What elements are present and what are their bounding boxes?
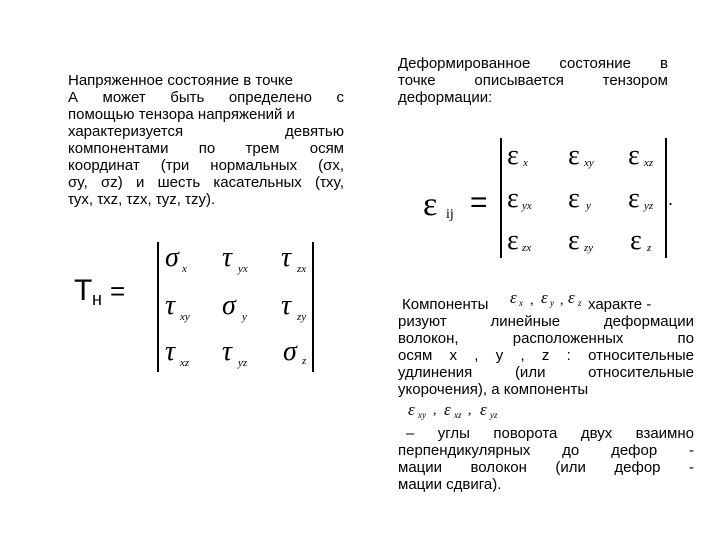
inline-symbol: ε (541, 288, 548, 307)
components-lines-block (398, 313, 694, 398)
matrix-cell: σ (283, 336, 297, 367)
inline-comma: , (433, 403, 437, 418)
strain-tensor-period: . (668, 189, 674, 209)
matrix-cell: τ (165, 336, 176, 367)
matrix-cell: ε (628, 140, 640, 171)
matrix-cell: ε (568, 140, 580, 171)
inline-symbol-sub: xz (454, 410, 462, 420)
matrix-cell: τ (165, 290, 176, 321)
matrix-cell-sub: xy (584, 157, 594, 169)
stress-tensor-symbol: T (74, 274, 93, 307)
inline-symbol: ε (510, 288, 517, 307)
matrix-cell-sub: z (302, 355, 307, 367)
matrix-cell-sub: zx (522, 242, 532, 254)
text-line: Деформированное состояние в (398, 55, 668, 72)
strain-tensor-symbol: ε (423, 186, 438, 223)
text-line: волокон, расположенных по (398, 330, 694, 347)
stress-tensor-equals: = (110, 276, 126, 306)
matrix-cell: τ (281, 290, 292, 321)
text-line: перпендикулярных до дефор - (398, 442, 694, 459)
inline-symbol-sub: xy (418, 410, 426, 420)
text-line: укорочения), а компоненты (398, 381, 589, 398)
matrix-cell: τ (222, 242, 233, 273)
text-line: σy, σz) и шесть касательных (τxy, (68, 174, 344, 191)
strain-matrix-right-bar (665, 138, 667, 258)
text-line: Напряженное состояние в точке (68, 72, 293, 89)
inline-symbol-sub: x (519, 298, 523, 308)
text-line: удлинения (или относительные (398, 364, 694, 381)
inline-symbol-sub: z (578, 298, 582, 308)
matrix-cell: ε (630, 225, 642, 256)
text-line: точке описывается тензором (398, 72, 668, 89)
inline-symbol-sub: y (550, 298, 554, 308)
text-line: А может быть определено с (68, 89, 344, 106)
inline-symbol: ε (480, 400, 487, 419)
matrix-cell-sub: xz (180, 357, 190, 369)
stress-description (68, 72, 344, 208)
matrix-cell: ε (507, 140, 519, 171)
text-line: характеризуется девятью (68, 123, 344, 140)
inline-symbol-sub: yz (490, 410, 498, 420)
matrix-cell: ε (628, 183, 640, 214)
components-lines-block-2 (398, 425, 694, 493)
text-line: – углы поворота двух взаимно (406, 425, 694, 442)
stress-matrix-right-bar (312, 242, 314, 372)
inline-symbol: ε (408, 400, 415, 419)
text-line: мации волокон (или дефор - (398, 459, 694, 476)
text-line: помощью тензора напряжений и (68, 106, 295, 123)
matrix-cell-sub: xy (180, 311, 190, 323)
matrix-cell-sub: x (523, 157, 528, 169)
strain-description (398, 55, 668, 106)
stress-tensor-subscript: н (92, 289, 102, 309)
text-line: компонентами по трем осям (68, 140, 344, 157)
matrix-cell-sub: zy (584, 242, 594, 254)
text-line: ризуют линейные деформации (398, 313, 694, 330)
matrix-cell: ε (568, 225, 580, 256)
matrix-cell-sub: x (182, 263, 187, 275)
matrix-cell-sub: y (586, 200, 591, 212)
matrix-cell-sub: yz (644, 200, 654, 212)
text-line: деформации: (398, 89, 493, 106)
inline-comma: , (560, 293, 564, 308)
matrix-cell: τ (281, 242, 292, 273)
text-line: Компоненты (402, 296, 489, 313)
matrix-cell-sub: yx (522, 200, 532, 212)
strain-tensor-subscript: ij (446, 207, 454, 222)
matrix-cell: ε (507, 183, 519, 214)
text-line: мации сдвига). (398, 476, 502, 493)
text-line: τyx, τxz, τzx, τyz, τzy). (68, 191, 216, 208)
matrix-cell: σ (165, 242, 179, 273)
matrix-cell-sub: xz (644, 157, 654, 169)
matrix-cell: τ (222, 336, 233, 367)
inline-comma: , (530, 293, 534, 308)
inline-comma: , (468, 403, 472, 418)
matrix-cell-sub: yz (238, 357, 248, 369)
strain-matrix-left-bar (500, 138, 502, 258)
stress-matrix-left-bar (157, 242, 159, 372)
matrix-cell: ε (568, 183, 580, 214)
text-line: осям x , y , z : относительные (398, 347, 694, 364)
text-line: координат (три нормальных (σx, (68, 157, 344, 174)
inline-symbol: ε (444, 400, 451, 419)
matrix-cell: σ (222, 290, 236, 321)
matrix-cell-sub: zy (297, 311, 307, 323)
matrix-cell-sub: yx (238, 263, 248, 275)
text-line: характе - (588, 296, 652, 313)
matrix-cell-sub: zx (297, 263, 307, 275)
matrix-cell-sub: z (647, 242, 652, 254)
matrix-cell-sub: y (242, 311, 247, 323)
matrix-cell: ε (507, 225, 519, 256)
inline-symbol: ε (568, 288, 575, 307)
strain-tensor-equals: = (470, 186, 488, 219)
